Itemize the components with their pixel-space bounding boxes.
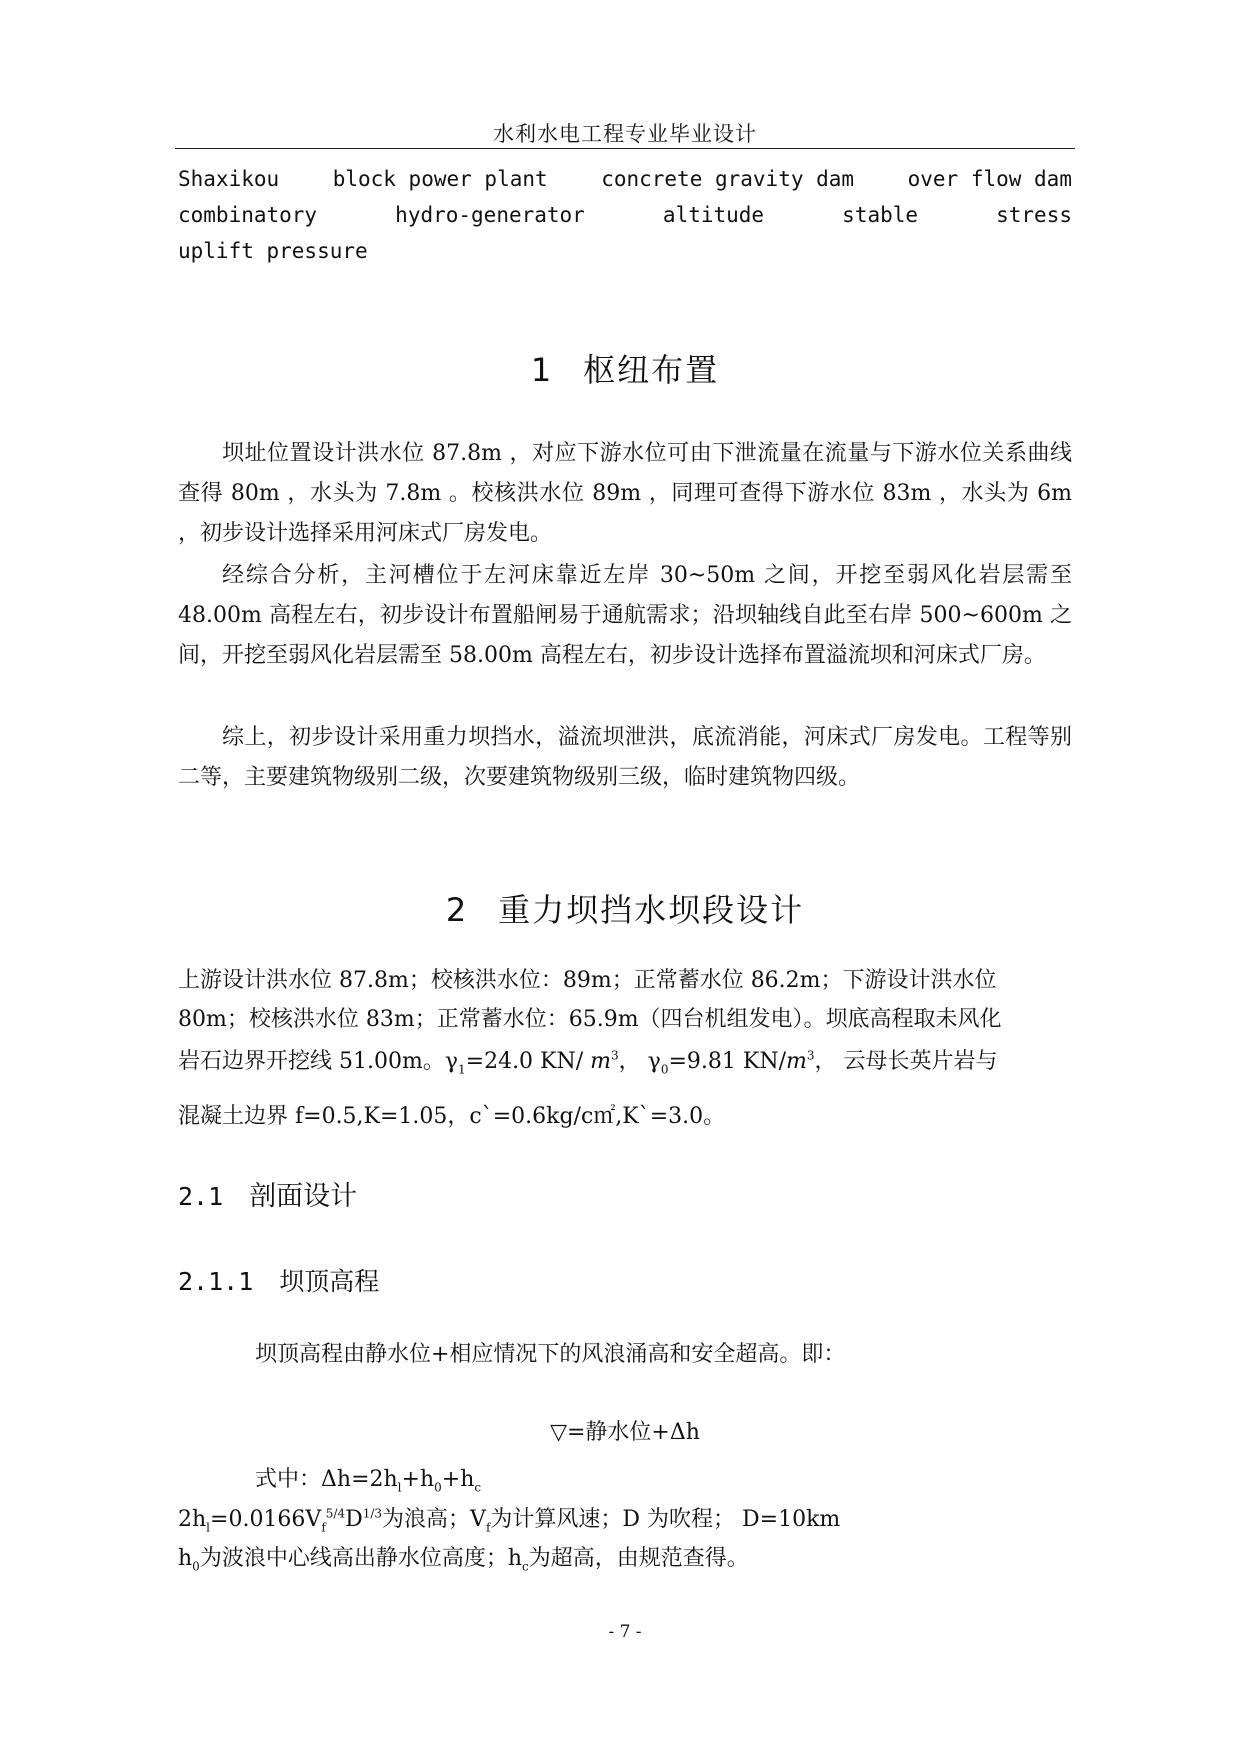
subscript: f [321,1520,326,1535]
section-number: 2 [445,891,469,929]
text-run: Δh=2h [321,1467,398,1492]
text-run: D [345,1507,363,1532]
subscript: l [397,1480,402,1495]
keyword: stress [996,203,1072,227]
keyword: Shaxikou [178,167,280,191]
section-2-1-1-heading [178,1262,379,1298]
section-2-line-1: 上游设计洪水位 87.8m；校核洪水位：89m；正常蓄水位 86.2m；下游设计洪水位 [178,968,997,993]
keyword: block power plant [332,167,548,191]
section-2-line-4: 混凝土边界 f=0.5,K=1.05，c`=0.6kg/c㎡,K`=3.0。 [178,1104,726,1129]
text-run: +h [401,1467,435,1492]
keyword: concrete gravity dam [601,167,855,191]
wave-height-line [178,1502,840,1534]
gamma-symbol: γ [647,1049,661,1074]
text-run: =24.0 KN/ [465,1049,591,1074]
keywords-row-2 [178,203,1072,227]
section-title: 枢纽布置 [583,351,720,389]
text-run: h [178,1546,193,1571]
text-run: 为波浪中心线高出静水位高度；h [199,1546,522,1571]
text-run: 为计算风速；D 为吹程； D=10km [490,1507,841,1532]
section-1-paragraph-1: 坝址位置设计洪水位 87.8m ，对应下游水位可由下泄流量在流量与下游水位关系曲线查得 80m ，水头为 7.8m 。校核洪水位 89m ，同理可查得下游水位 83m ，水头为 6m ，初步设计选择采用河床式厂房发电。 [178,441,1072,546]
section-2-1-heading [178,1174,357,1213]
text-run: =0.0166V [210,1507,322,1532]
superscript: 3 [806,1048,815,1063]
running-header: 水利水电工程专业毕业设计 [493,122,757,146]
text-run: 岩石边界开挖线 51.00m。 [178,1049,445,1074]
unit: m [590,1049,612,1074]
section-1-paragraph-3: 综上，初步设计采用重力坝挡水，溢流坝泄洪，底流消能，河床式厂房发电。工程等别二等，主要建筑物级别二级，次要建筑物级别三级，临时建筑物四级。 [178,725,1072,790]
elevation-formula: ▽=静水位+Δh [550,1420,700,1445]
section-2-line-2: 80m；校核洪水位 83m；正常蓄水位：65.9m（四台机组发电）。坝底高程取未风化 [178,1007,1002,1032]
text-run: +h [441,1467,475,1492]
text-run: ， 云母长英片岩与 [814,1049,998,1074]
subscript: 0 [434,1480,442,1495]
section-2-line-3 [178,1044,998,1076]
superscript: 5/4 [325,1506,346,1521]
keywords-row-1 [178,167,1072,191]
keyword: altitude [662,203,765,227]
text-run: 为浪高；V [382,1507,486,1532]
keyword: stable [842,203,919,227]
text-run: 2h [178,1507,207,1532]
header-rule [175,148,1075,149]
subscript: l [206,1520,211,1535]
text-run: 为超高，由规范查得。 [528,1546,749,1571]
wave-center-line [178,1541,749,1573]
section-number: 2.1.1 [178,1267,254,1296]
unit: m [785,1049,807,1074]
section-1-paragraph-2: 经综合分析，主河槽位于左河床靠近左岸 30~50m 之间，开挖至弱风化岩层需至 48.00m 高程左右，初步设计布置船闸易于通航需求；沿坝轴线自此至右岸 500~600m 之间，开挖至弱风化岩层需至 58.00m 高程左右，初步设计选择布置溢流坝和河床式厂房。 [178,563,1072,668]
subscript: c [474,1480,482,1495]
subscript: 0 [192,1559,200,1574]
page-number: - 7 - [608,1622,642,1642]
text-run: 式中： [255,1467,322,1492]
section-1-heading [175,345,1075,391]
keyword: combinatory [178,203,318,227]
text-run: ， [618,1049,648,1074]
section-title: 重力坝挡水坝段设计 [498,891,805,929]
subscript: 0 [660,1062,669,1077]
keyword: over flow dam [907,167,1072,191]
superscript: 3 [611,1048,619,1063]
section-title: 坝顶高程 [279,1267,380,1296]
gamma-symbol: γ [444,1049,458,1074]
section-2-1-1-paragraph: 坝顶高程由静水位+相应情况下的风浪涌高和安全超高。即： [255,1342,846,1367]
subscript: c [521,1559,529,1574]
formula-definition [255,1462,481,1494]
section-title: 剖面设计 [249,1181,358,1212]
subscript: 1 [458,1062,466,1077]
subscript: f [485,1520,491,1535]
keywords-row-3 [178,239,1072,263]
text-run: =9.81 KN/ [668,1049,786,1074]
keyword: uplift pressure [178,239,368,263]
superscript: 1/3 [362,1506,383,1521]
keyword: hydro-generator [395,203,585,227]
section-number: 2.1 [178,1182,224,1211]
section-number: 1 [530,351,554,389]
section-2-heading [175,885,1075,931]
